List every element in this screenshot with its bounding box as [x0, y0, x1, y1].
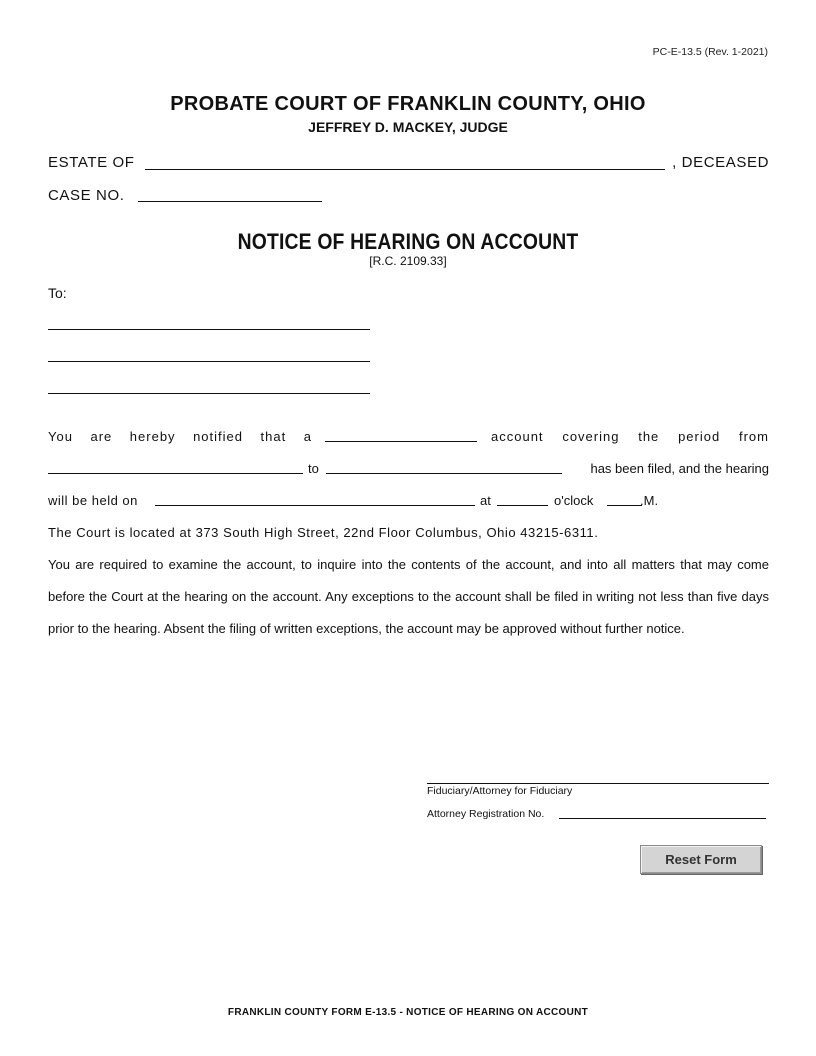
deceased-label: , DECEASED: [672, 154, 769, 171]
hearing-date-input[interactable]: [155, 489, 475, 506]
registration-number-input[interactable]: [559, 802, 766, 819]
recipient-input-3[interactable]: [48, 377, 370, 394]
at-text: at: [480, 493, 491, 508]
case-number-input[interactable]: [138, 185, 322, 202]
filed-text: has been filed, and the hearing: [590, 461, 769, 476]
meridiem-input[interactable]: [607, 489, 642, 506]
form-id: PC-E-13.5 (Rev. 1-2021): [652, 46, 768, 58]
word: account: [491, 429, 544, 444]
word: You: [48, 429, 73, 444]
notice-line-1-left: [48, 429, 312, 444]
fiduciary-label: Fiduciary/Attorney for Fiduciary: [427, 785, 573, 797]
court-title: PROBATE COURT OF FRANKLIN COUNTY, OHIO: [170, 93, 646, 115]
word: from: [738, 429, 769, 444]
reset-form-button[interactable]: Reset Form: [640, 845, 762, 874]
period-from-input[interactable]: [48, 457, 303, 474]
account-type-input[interactable]: [325, 425, 477, 442]
hearing-time-input[interactable]: [497, 489, 548, 506]
case-no-label: CASE NO.: [48, 187, 125, 204]
word: hereby: [129, 429, 176, 444]
registration-label: Attorney Registration No.: [427, 808, 545, 820]
to-label: To:: [48, 285, 67, 301]
word: that: [260, 429, 287, 444]
notice-line-1-right: [491, 429, 769, 444]
court-location: The Court is located at 373 South High Street, 22nd Floor Columbus, Ohio 43215-6311.: [48, 525, 599, 540]
oclock-text: o'clock: [554, 493, 594, 508]
recipient-input-2[interactable]: [48, 345, 370, 362]
to-word: to: [308, 461, 319, 476]
fiduciary-signature-input[interactable]: [427, 767, 769, 784]
judge-name: JEFFREY D. MACKEY, JUDGE: [308, 119, 508, 135]
statute-reference: [R.C. 2109.33]: [369, 254, 447, 268]
word: a: [303, 429, 312, 444]
estate-of-label: ESTATE OF: [48, 154, 135, 171]
estate-name-input[interactable]: [145, 153, 665, 170]
instructions-paragraph: You are required to examine the account, to inquire into the contents of the account, and into all matters that may come before the Court at the hearing on the account. Any exceptions to the account shall be filed in writing not less than five days prior to the hearing. Absent the filing of written exceptions, the account may be approved without further notice.: [48, 557, 769, 636]
period-to-input[interactable]: [326, 457, 562, 474]
word: covering: [562, 429, 620, 444]
word: notified: [193, 429, 243, 444]
recipient-input-1[interactable]: [48, 313, 370, 330]
word: are: [90, 429, 113, 444]
meridiem-text: .M.: [640, 493, 659, 508]
word: the: [638, 429, 660, 444]
footer-text: FRANKLIN COUNTY FORM E-13.5 - NOTICE OF HEARING ON ACCOUNT: [227, 1007, 589, 1018]
notice-title: NOTICE OF HEARING ON ACCOUNT: [237, 229, 579, 254]
held-on-text: will be held on: [48, 493, 138, 508]
word: period: [678, 429, 721, 444]
